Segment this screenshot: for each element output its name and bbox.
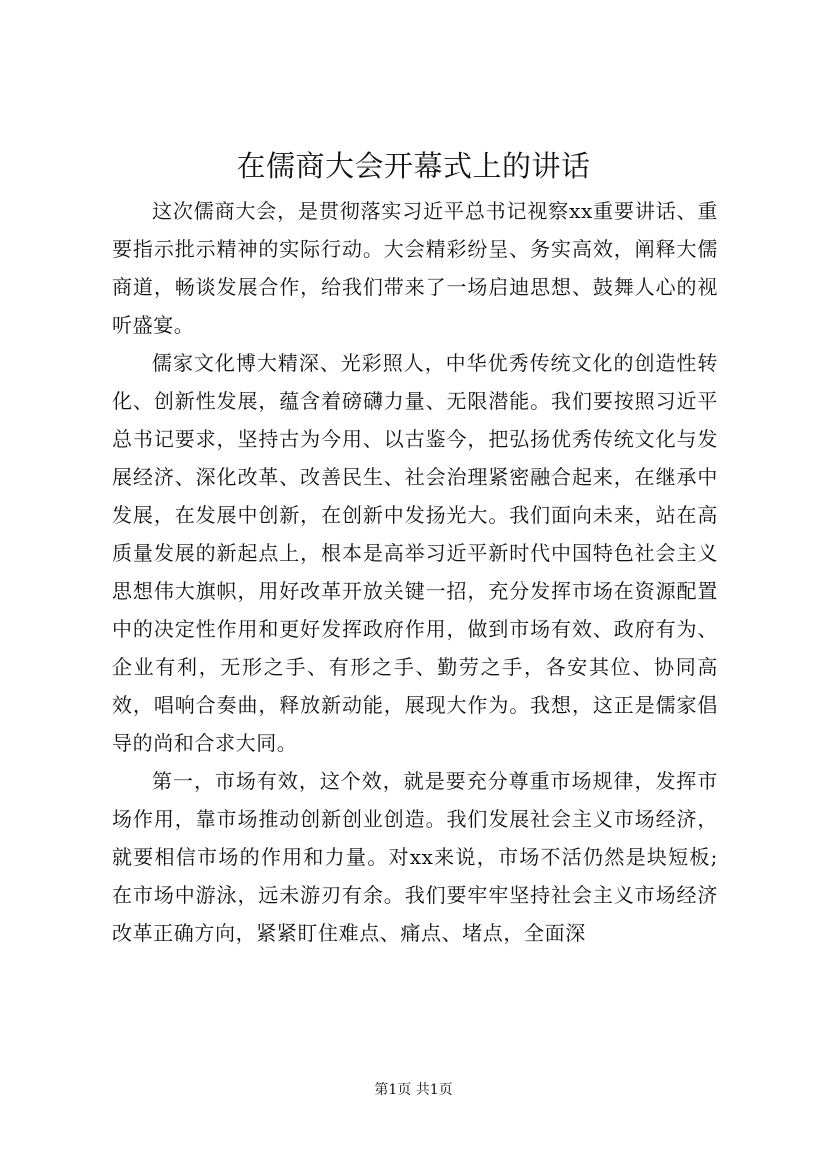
document-body: [112, 192, 718, 952]
paragraph-1: 这次儒商大会，是贯彻落实习近平总书记视察xx重要讲话、重要指示批示精神的实际行动。大会精彩纷呈、务实高效，阐释大儒商道，畅谈发展合作，给我们带来了一场启迪思想、鼓舞人心的视听盛宴。: [112, 199, 718, 337]
paragraph-3: 第一，市场有效，这个效，就是要充分尊重市场规律，发挥市场作用，靠市场推动创新创业创造。我们发展社会主义市场经济，就要相信市场的作用和力量。对xx来说，市场不活仍然是块短板;在市场中游泳，远未游刃有余。我们要牢牢坚持社会主义市场经济改革正确方向，紧紧盯住难点、痛点、堵点，全面深: [112, 769, 718, 945]
paragraph-2: 儒家文化博大精深、光彩照人，中华优秀传统文化的创造性转化、创新性发展，蕴含着磅礴力量、无限潜能。我们要按照习近平总书记要求，坚持古为今用、以古鉴今，把弘扬优秀传统文化与发展经济、深化改革、改善民生、社会治理紧密融合起来，在继承中发展，在发展中创新，在创新中发扬光大。我们面向未来，站在高质量发展的新起点上，根本是高举习近平新时代中国特色社会主义思想伟大旗帜，用好改革开放关键一招，充分发挥市场在资源配置中的决定性作用和更好发挥政府作用，做到市场有效、政府有为、企业有利，无形之手、有形之手、勤劳之手，各安其位、协同高效，唱响合奏曲，释放新动能，展现大作为。我想，这正是儒家倡导的尚和合求大同。: [112, 351, 718, 755]
page-footer: 第1页 共1页: [374, 1082, 453, 1098]
document-title: 在儒商大会开幕式上的讲话: [236, 149, 591, 183]
